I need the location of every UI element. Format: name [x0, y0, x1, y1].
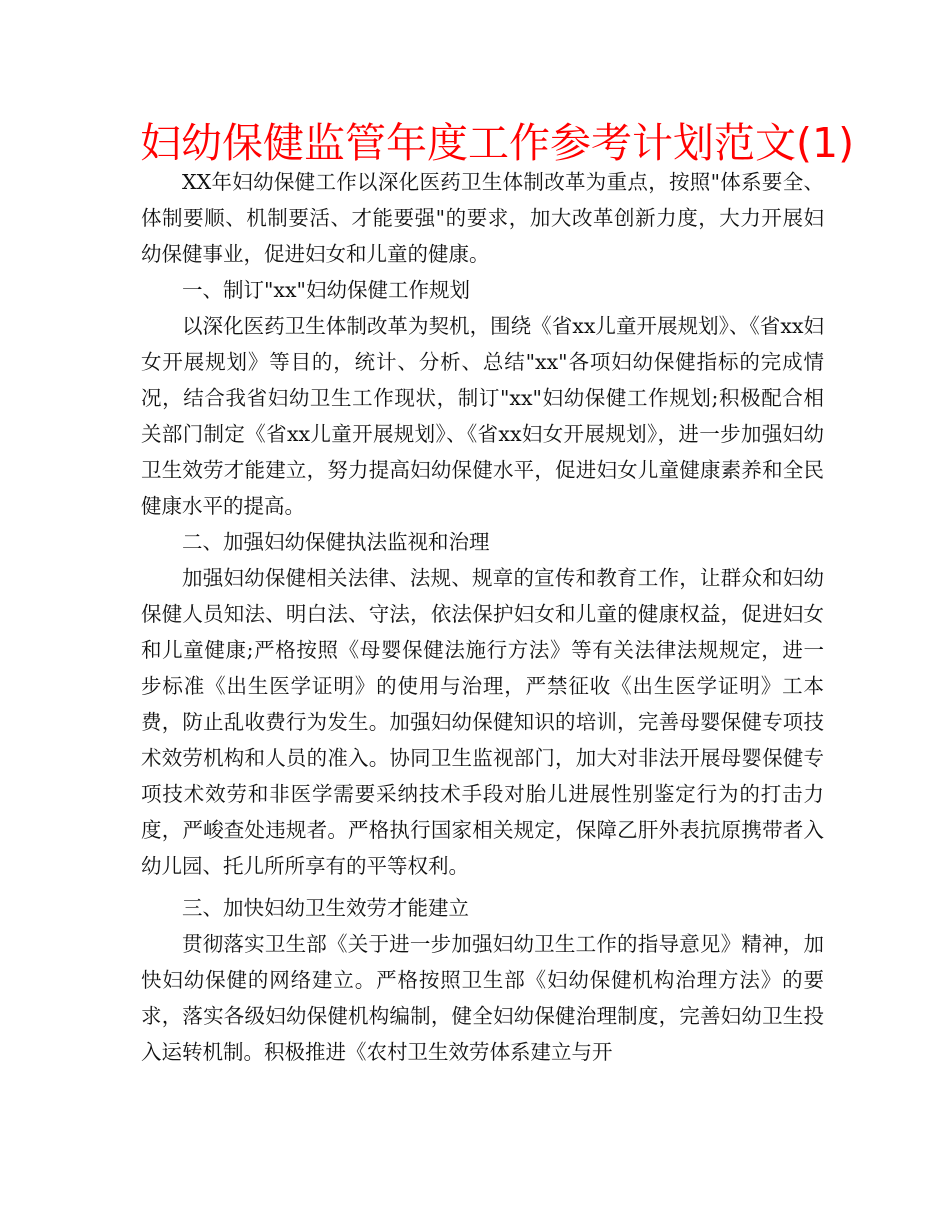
document-body	[141, 164, 824, 1070]
section-1-paragraph: 以深化医药卫生体制改革为契机，围绕《省xx儿童开展规划》、《省xx妇女开展规划》等目的，统计、分析、总结"xx"各项妇幼保健指标的完成情况，结合我省妇幼卫生工作现状，制订"xx"妇幼保健工作规划;积极配合相关部门制定《省xx儿童开展规划》、《省xx妇女开展规划》，进一步加强妇幼卫生效劳才能建立，努力提高妇幼保健水平，促进妇女儿童健康素养和全民健康水平的提高。	[141, 314, 824, 518]
section-2-paragraph: 加强妇幼保健相关法律、法规、规章的宣传和教育工作，让群众和妇幼保健人员知法、明白法、守法，依法保护妇女和儿童的健康权益，促进妇女和儿童健康;严格按照《母婴保健法施行方法》等有关法律法规规定，进一步标准《出生医学证明》的使用与治理，严禁征收《出生医学证明》工本费，防止乱收费行为发生。加强妇幼保健知识的培训，完善母婴保健专项技术效劳机构和人员的准入。协同卫生监视部门，加大对非法开展母婴保健专项技术效劳和非医学需要采纳技术手段对胎儿进展性别鉴定行为的打击力度，严峻查处违规者。严格执行国家相关规定，保障乙肝外表抗原携带者入幼儿园、托儿所所享有的平等权利。	[141, 566, 824, 878]
document-title: 妇幼保健监管年度工作参考计划范文(1)	[140, 119, 855, 167]
intro-paragraph: XX年妇幼保健工作以深化医药卫生体制改革为重点，按照"体系要全、体制要顺、机制要活、才能要强"的要求，加大改革创新力度，大力开展妇幼保健事业，促进妇女和儿童的健康。	[141, 170, 824, 266]
section-3-heading: 三、加快妇幼卫生效劳才能建立	[182, 896, 469, 920]
section-1-heading: 一、制订"xx"妇幼保健工作规划	[182, 278, 470, 302]
section-3-paragraph: 贯彻落实卫生部《关于进一步加强妇幼卫生工作的指导意见》精神，加快妇幼保健的网络建立。严格按照卫生部《妇幼保健机构治理方法》的要求，落实各级妇幼保健机构编制，健全妇幼保健治理制度，完善妇幼卫生投入运转机制。积极推进《农村卫生效劳体系建立与开	[141, 932, 824, 1064]
section-2-heading: 二、加强妇幼保健执法监视和治理	[182, 530, 490, 554]
